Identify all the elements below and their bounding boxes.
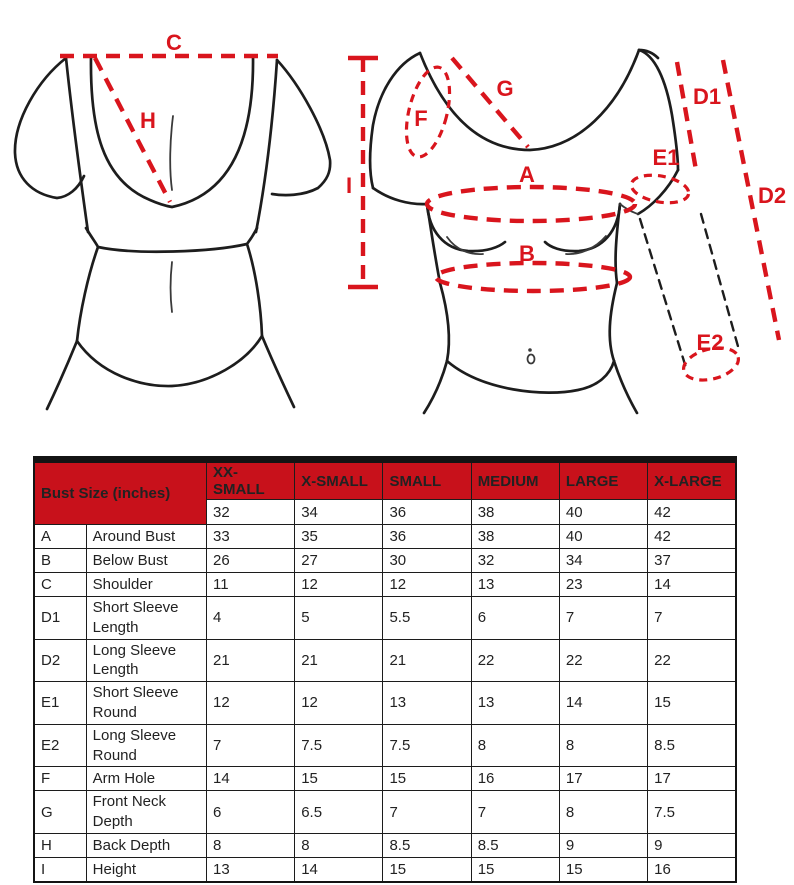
- measure-code: I: [34, 857, 86, 882]
- measure-value: 23: [559, 573, 647, 597]
- measure-value: 8.5: [648, 724, 736, 767]
- measure-value: 12: [295, 573, 383, 597]
- measure-value: 33: [206, 525, 294, 549]
- back-left-strap: [66, 58, 88, 232]
- bust-size-value: 36: [383, 500, 471, 525]
- navel-dot: [528, 348, 532, 352]
- label-A: A: [519, 162, 535, 187]
- measure-value: 17: [559, 767, 647, 791]
- measure-name: Short Sleeve Length: [86, 597, 206, 640]
- measure-value: 22: [471, 639, 559, 682]
- front-view-figure: [346, 50, 786, 413]
- label-H: H: [140, 108, 156, 133]
- measure-value: 15: [383, 767, 471, 791]
- measure-value: 36: [383, 525, 471, 549]
- label-F: F: [414, 106, 428, 131]
- measure-value: 13: [471, 682, 559, 725]
- front-left-waist: [440, 283, 449, 361]
- bust-size-value: 34: [295, 500, 383, 525]
- measure-value: 14: [559, 682, 647, 725]
- measure-code: D2: [34, 639, 86, 682]
- measure-value: 8: [559, 791, 647, 834]
- front-neckline: [420, 50, 639, 150]
- measure-value: 40: [559, 525, 647, 549]
- measure-value: 26: [206, 549, 294, 573]
- measure-value: 9: [648, 833, 736, 857]
- measure-value: 13: [383, 682, 471, 725]
- measure-value: 14: [648, 573, 736, 597]
- size-header-large: LARGE: [559, 460, 647, 500]
- table-row-h: [34, 833, 736, 857]
- measure-ellipse-F: [398, 63, 457, 161]
- measure-value: 7: [383, 791, 471, 834]
- measure-value: 21: [383, 639, 471, 682]
- table-corner-label: Bust Size (inches): [34, 460, 206, 525]
- measure-value: 13: [471, 573, 559, 597]
- measure-value: 15: [471, 857, 559, 882]
- measure-value: 15: [559, 857, 647, 882]
- measure-value: 14: [206, 767, 294, 791]
- measure-line-H: [95, 58, 170, 202]
- measure-value: 7.5: [295, 724, 383, 767]
- measure-value: 7: [206, 724, 294, 767]
- measure-value: 7: [471, 791, 559, 834]
- bust-size-value: 38: [471, 500, 559, 525]
- measure-value: 7: [559, 597, 647, 640]
- measure-code: F: [34, 767, 86, 791]
- measure-name: Around Bust: [86, 525, 206, 549]
- measure-name: Back Depth: [86, 833, 206, 857]
- measure-ellipse-B: [436, 263, 630, 291]
- measure-value: 16: [648, 857, 736, 882]
- measure-code: H: [34, 833, 86, 857]
- table-row-d1: [34, 597, 736, 640]
- measure-name: Front Neck Depth: [86, 791, 206, 834]
- measure-value: 6: [471, 597, 559, 640]
- front-left-hip-flare: [424, 361, 447, 413]
- label-E1: E1: [652, 145, 680, 170]
- measure-value: 27: [295, 549, 383, 573]
- measure-value: 9: [559, 833, 647, 857]
- table-row-a: [34, 525, 736, 549]
- label-E2: E2: [696, 330, 724, 355]
- measure-value: 34: [559, 549, 647, 573]
- measure-value: 15: [383, 857, 471, 882]
- measure-value: 5: [295, 597, 383, 640]
- measure-value: 32: [471, 549, 559, 573]
- front-right-waist: [610, 283, 617, 361]
- measure-name: Short Sleeve Round: [86, 682, 206, 725]
- measure-name: Long Sleeve Round: [86, 724, 206, 767]
- measure-value: 38: [471, 525, 559, 549]
- size-chart-table-body: [34, 460, 736, 882]
- measure-value: 5.5: [383, 597, 471, 640]
- label-D2: D2: [757, 183, 787, 208]
- measure-value: 12: [295, 682, 383, 725]
- bust-size-value: 32: [206, 500, 294, 525]
- measure-value: 8: [559, 724, 647, 767]
- measure-name: Shoulder: [86, 573, 206, 597]
- measure-value: 17: [648, 767, 736, 791]
- measure-value: 12: [383, 573, 471, 597]
- measure-value: 16: [471, 767, 559, 791]
- table-row-g: [34, 791, 736, 834]
- label-C: C: [166, 30, 182, 55]
- label-B: B: [519, 241, 535, 266]
- table-row-c: [34, 573, 736, 597]
- size-header-xx-small: XX-SMALL: [206, 460, 294, 500]
- measure-value: 8.5: [471, 833, 559, 857]
- size-header-x-small: X-SMALL: [295, 460, 383, 500]
- back-view-figure: [15, 30, 330, 409]
- front-right-breast: [545, 204, 620, 251]
- front-left-arm-outer: [370, 53, 420, 188]
- measure-line-D1: [677, 62, 696, 170]
- measure-value: 22: [648, 639, 736, 682]
- measure-value: 12: [206, 682, 294, 725]
- measure-value: 21: [295, 639, 383, 682]
- measure-value: 14: [295, 857, 383, 882]
- measure-value: 7.5: [383, 724, 471, 767]
- back-right-sleeve: [272, 60, 330, 195]
- measure-value: 8.5: [383, 833, 471, 857]
- front-right-hip-flare: [614, 361, 637, 413]
- bust-size-value: 40: [559, 500, 647, 525]
- size-header-x-large: X-LARGE: [648, 460, 736, 500]
- size-chart-table: [33, 456, 737, 883]
- table-row-d2: [34, 639, 736, 682]
- front-left-sleeve-hem: [373, 188, 427, 204]
- table-row-b: [34, 549, 736, 573]
- measure-value: 4: [206, 597, 294, 640]
- label-I: I: [345, 173, 353, 198]
- measure-code: A: [34, 525, 86, 549]
- measure-name: Arm Hole: [86, 767, 206, 791]
- measure-name: Long Sleeve Length: [86, 639, 206, 682]
- measure-ellipse-E1: [629, 171, 691, 207]
- back-waist-seam: [86, 228, 257, 252]
- back-lower-left-side: [77, 247, 98, 341]
- back-center-crease-upper: [170, 116, 173, 190]
- back-right-hip-flare: [262, 336, 294, 407]
- measure-code: G: [34, 791, 86, 834]
- front-hem: [447, 361, 614, 393]
- label-D1: D1: [692, 84, 722, 109]
- label-G: G: [496, 76, 514, 101]
- measure-value: 8: [206, 833, 294, 857]
- measure-code: D1: [34, 597, 86, 640]
- measure-value: 15: [648, 682, 736, 725]
- measure-value: 21: [206, 639, 294, 682]
- measure-value: 6: [206, 791, 294, 834]
- measure-code: E2: [34, 724, 86, 767]
- measure-value: 35: [295, 525, 383, 549]
- measure-value: 8: [471, 724, 559, 767]
- front-forearm-outer-dash: [640, 219, 687, 371]
- size-header-small: SMALL: [383, 460, 471, 500]
- measure-value: 37: [648, 549, 736, 573]
- measure-value: 6.5: [295, 791, 383, 834]
- bust-size-value: 42: [648, 500, 736, 525]
- front-left-breast: [427, 204, 505, 251]
- measure-code: C: [34, 573, 86, 597]
- table-row-i: [34, 857, 736, 882]
- back-right-strap: [256, 60, 277, 232]
- table-row-e2: [34, 724, 736, 767]
- measure-code: E1: [34, 682, 86, 725]
- back-lower-right-side: [247, 244, 262, 336]
- measure-value: 22: [559, 639, 647, 682]
- measure-value: 7: [648, 597, 736, 640]
- measure-name: Below Bust: [86, 549, 206, 573]
- size-header-medium: MEDIUM: [471, 460, 559, 500]
- measure-line-G: [452, 58, 528, 147]
- measure-ellipse-A: [427, 187, 635, 221]
- measure-value: 15: [295, 767, 383, 791]
- measure-value: 13: [206, 857, 294, 882]
- measure-value: 7.5: [648, 791, 736, 834]
- back-hem: [77, 336, 262, 386]
- measure-value: 30: [383, 549, 471, 573]
- size-table-wrap: [33, 456, 737, 883]
- table-row-f: [34, 767, 736, 791]
- measure-value: 11: [206, 573, 294, 597]
- table-row-e1: [34, 682, 736, 725]
- measure-code: B: [34, 549, 86, 573]
- measure-name: Height: [86, 857, 206, 882]
- back-center-crease-lower: [171, 262, 173, 312]
- navel: [528, 355, 535, 364]
- measure-value: 42: [648, 525, 736, 549]
- back-left-hip-flare: [47, 341, 77, 409]
- measure-value: 8: [295, 833, 383, 857]
